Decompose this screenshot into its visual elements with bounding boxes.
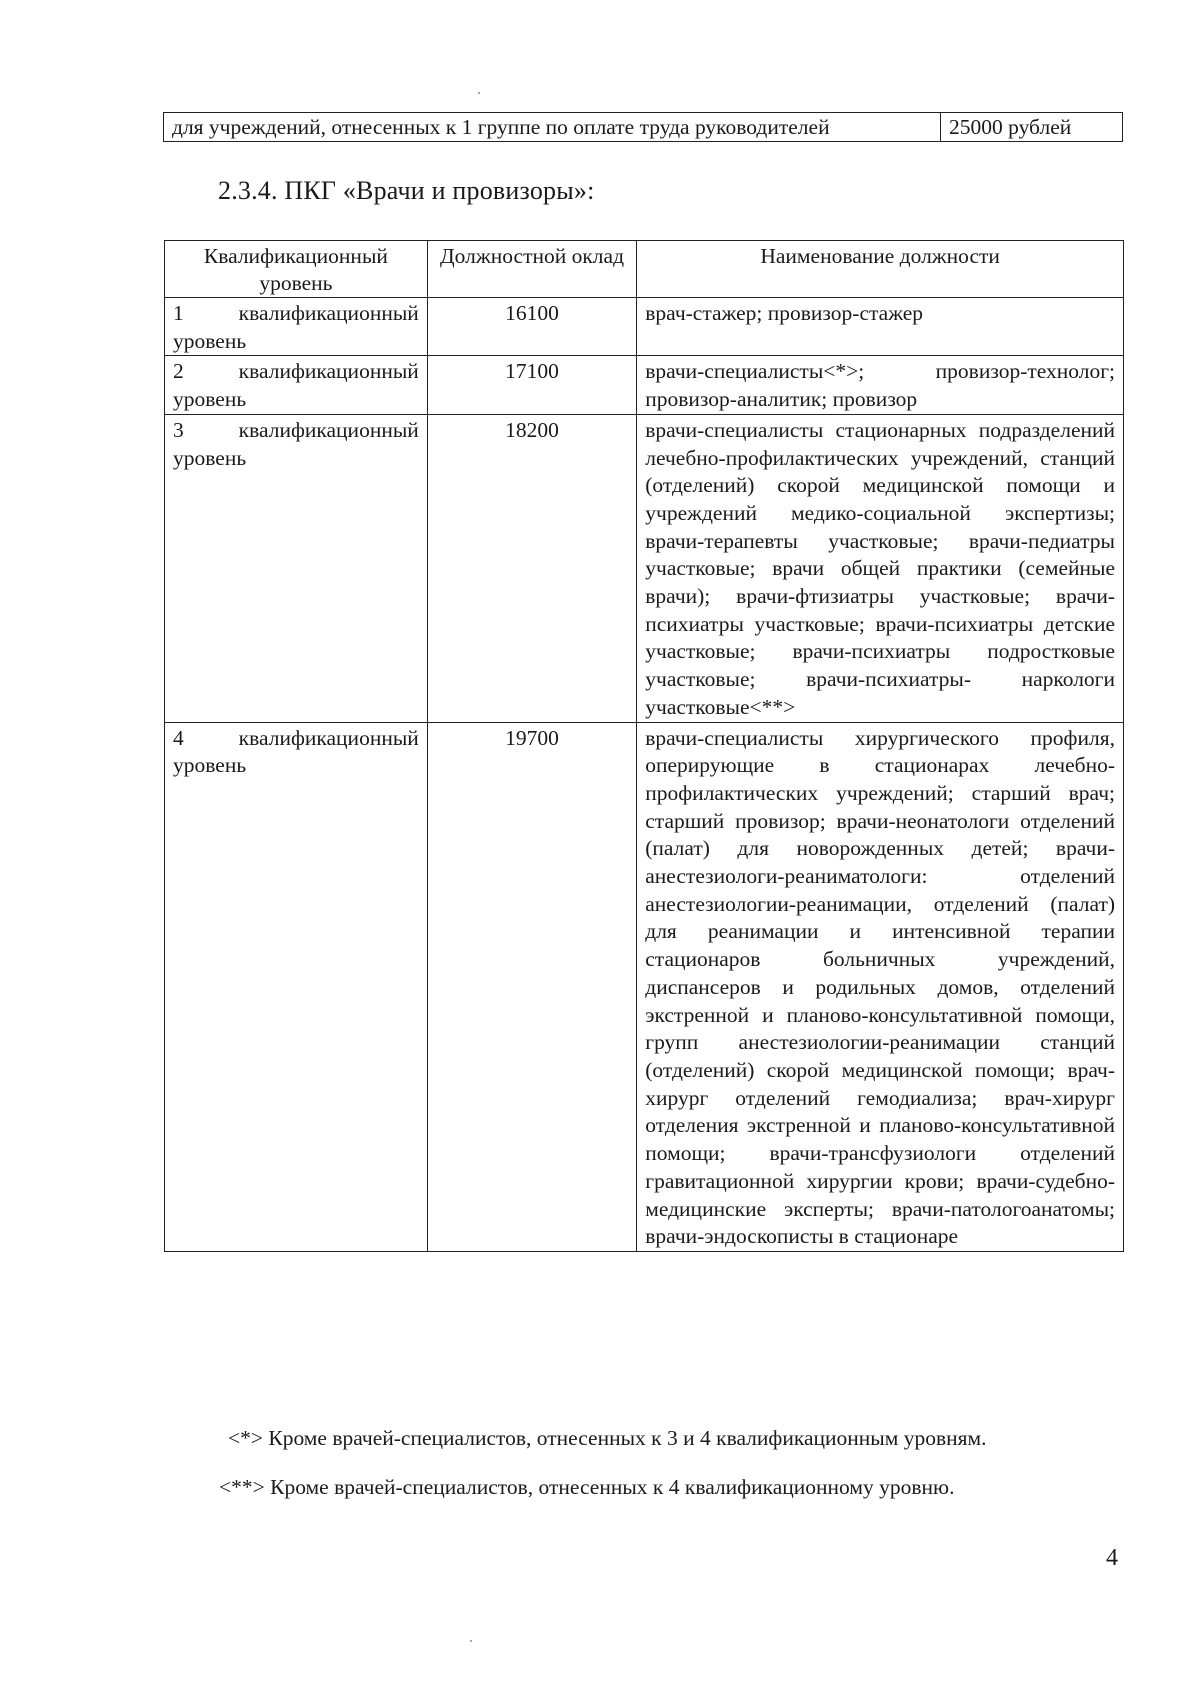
table-row (165, 298, 1124, 356)
level-word: квалификационный (238, 725, 419, 750)
footnote-2: <**> Кроме врачей-специалистов, отнесенных к 4 квалификационному уровню. (219, 1475, 955, 1499)
top-row (164, 113, 1123, 142)
salary-cell: 17100 (427, 356, 636, 414)
header-positions: Наименование должности (637, 241, 1124, 298)
level-number: 1 (173, 301, 184, 325)
table-row (165, 414, 1124, 722)
level-cell (165, 414, 428, 722)
level-line2: уровень (173, 753, 247, 778)
level-cell (165, 298, 428, 356)
salary-table (164, 240, 1124, 1252)
level-line2: уровень (173, 328, 247, 353)
positions-cell: врачи-специалисты стационарных подразделений лечебно-профилактических учреждений, станций (отделений) скорой медицинской помощи и учреждений медико-социальной экспертизы; врачи-терапевты участковые; врачи-педиатры участковые; врачи общей практики (семейные врачи); врачи-фтизиатры участковые; врачи-психиатры участковые; врачи-психиатры детские участковые; врачи-психиатры подростковые участковые; врачи-психиатры- наркологи участковые<**> (637, 414, 1124, 722)
level-cell (165, 722, 428, 1251)
scan-speck (470, 1640, 472, 1642)
level-line2: уровень (173, 445, 247, 470)
table-row (165, 356, 1124, 414)
level-cell (165, 356, 428, 414)
table-row (165, 722, 1124, 1251)
salary-cell: 19700 (427, 722, 636, 1251)
positions-cell: врачи-специалисты хирургического профиля, оперирующие в стационарах лечебно-профилактических учреждений; старший врач; старший провизор; врачи-неонатологи отделений (палат) для новорожденных детей; врачи-анестезиологи-реаниматологи: отделений анестезиологии-реанимации, отделений (палат) для реанимации и интенсивной терапии стационаров больничных учреждений, диспансеров и родильных домов, отделений экстренной и планово-консультативной помощи, групп анестезиологии-реанимации станций (отделений) скорой медицинской помощи; врач-хирург отделений гемодиализа; врач-хирург отделения экстренной и планово-консультативной помощи; врачи-трансфузиологи отделений гравитационной хирургии крови; врачи-судебно-медицинские эксперты; врачи-патологоанатомы; врачи-эндоскописты в стационаре (637, 722, 1124, 1251)
level-number: 3 (173, 417, 184, 442)
header-salary: Должностной оклад (427, 241, 636, 298)
salary-cell: 16100 (427, 298, 636, 356)
table-header-row (165, 241, 1124, 298)
positions-cell: врачи-специалисты<*>; провизор-технолог; провизор-аналитик; провизор (637, 356, 1124, 414)
page-number: 4 (1106, 1545, 1118, 1571)
top-row-value: 25000 рублей (941, 113, 1123, 142)
header-level: Квалификационный уровень (165, 241, 428, 298)
level-line2: уровень (173, 387, 247, 412)
scan-speck (478, 92, 480, 94)
footnote-1: <*> Кроме врачей-специалистов, отнесенных к 3 и 4 квалификационным уровням. (228, 1426, 987, 1450)
level-word: квалификационный (238, 301, 419, 325)
level-word: квалификационный (238, 417, 419, 442)
level-word: квалификационный (238, 359, 419, 384)
section-heading: 2.3.4. ПКГ «Врачи и провизоры»: (218, 176, 595, 205)
level-number: 4 (173, 725, 184, 750)
salary-cell: 18200 (427, 414, 636, 722)
top-row-text: для учреждений, отнесенных к 1 группе по оплате труда руководителей (164, 113, 941, 142)
positions-cell: врач-стажер; провизор-стажер (637, 298, 1124, 356)
level-number: 2 (173, 359, 184, 384)
top-row-table (163, 112, 1123, 142)
